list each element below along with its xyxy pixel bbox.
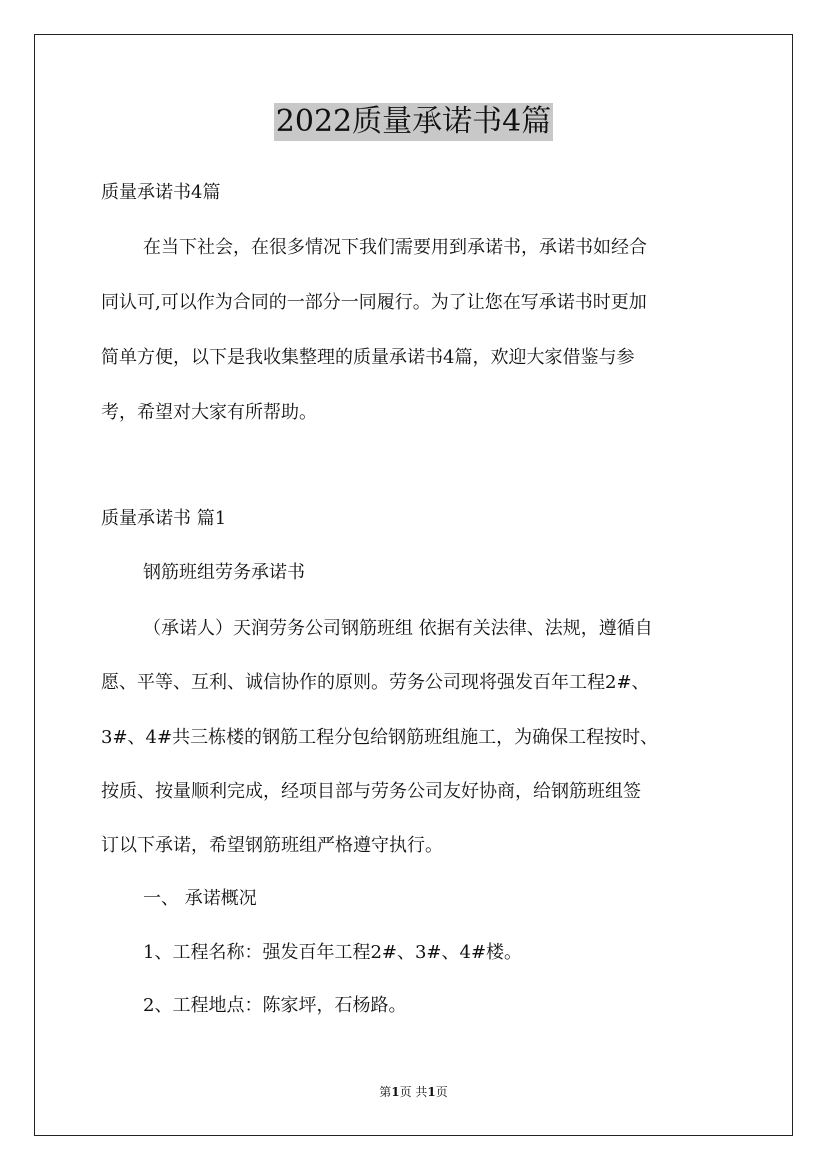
intro-line-2: 同认可,可以作为合同的一部分一同履行。为了让您在写承诺书时更加 (101, 292, 647, 313)
body-line-4: 按质、按量顺利完成，经项目部与劳务公司友好协商，给钢筋班组签 (101, 781, 641, 802)
footer-page-number: 1 (391, 1085, 400, 1099)
body-line-1: （承诺人）天润劳务公司钢筋班组 依据有关法律、法规，遵循自 (143, 618, 653, 639)
list-item-2: 2、工程地点：陈家坪，石杨路。 (143, 995, 407, 1016)
document-subtitle: 质量承诺书4篇 (101, 182, 221, 203)
body-line-2: 愿、平等、互利、诚信协作的原则。劳务公司现将强发百年工程2#、 (101, 672, 650, 693)
section-heading: 质量承诺书 篇1 (101, 508, 227, 529)
body-line-3: 3#、4#共三栋楼的钢筋工程分包给钢筋班组施工，为确保工程按时、 (101, 727, 659, 748)
document-title: 2022质量承诺书4篇 (275, 104, 552, 139)
footer-total-pages: 1 (427, 1085, 436, 1099)
section-subheading: 钢筋班组劳务承诺书 (143, 562, 305, 583)
body-line-5: 订以下承诺，希望钢筋班组严格遵守执行。 (101, 835, 443, 856)
page-footer (0, 1084, 827, 1100)
intro-line-4: 考，希望对大家有所帮助。 (101, 402, 317, 423)
footer-prefix: 第 (379, 1085, 392, 1099)
footer-suffix: 页 (435, 1085, 448, 1099)
list-item-1: 1、工程名称：强发百年工程2#、3#、4#楼。 (143, 942, 523, 963)
footer-mid: 页 共 (399, 1085, 428, 1099)
intro-line-3: 简单方便，以下是我收集整理的质量承诺书4篇，欢迎大家借鉴与参 (101, 347, 635, 368)
title-container (0, 103, 827, 141)
intro-line-1: 在当下社会，在很多情况下我们需要用到承诺书，承诺书如经合 (143, 237, 647, 258)
list-heading: 一、 承诺概况 (143, 888, 257, 909)
